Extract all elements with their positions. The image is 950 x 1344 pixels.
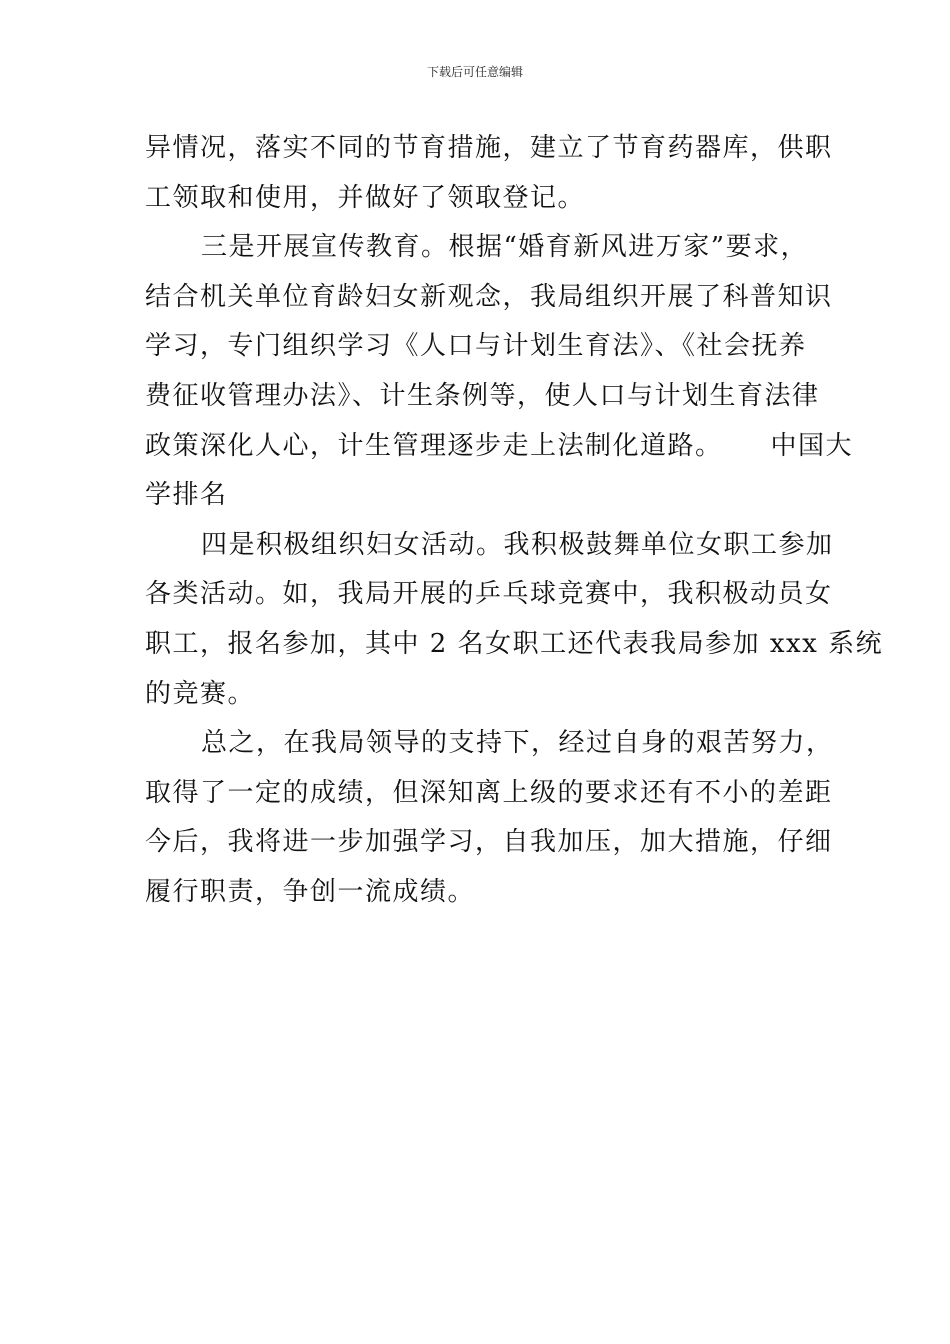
body-line: 学排名: [145, 480, 228, 511]
body-line: 异情况，落实不同的节育措施，建立了节育药器库，供职: [145, 133, 833, 163]
body-line: 工领取和使用，并做好了领取登记。: [145, 182, 586, 213]
page-header: 下载后可任意编辑: [426, 65, 523, 79]
body-line: 学习，专门组织学习《人口与计划生育法》、《社会抚养: [145, 331, 807, 362]
body-line: 职工，报名参加，其中 2 名女职工还代表我局参加 xxx 系统: [145, 628, 884, 659]
paragraph-start-line: 四是积极组织妇女活动。我积极鼓舞单位女职工参加: [201, 529, 834, 560]
body-line: 费征收管理办法》、计生条例等，使人口与计划生育法律: [145, 380, 820, 411]
body-line: 今后，我将进一步加强学习，自我加压，加大措施，仔细: [145, 827, 833, 858]
document-body: [145, 124, 884, 918]
body-line: [145, 422, 854, 472]
body-line: 取得了一定的成绩，但深知离上级的要求还有不小的差距: [145, 777, 833, 808]
inserted-keyword: 中国大: [770, 430, 854, 461]
body-line: 各类活动。如，我局开展的乒乓球竞赛中，我积极动员女: [145, 579, 833, 610]
paragraph-start-line: 三是开展宣传教育。根据“婚育新风进万家”要求，: [201, 232, 809, 263]
body-line: 结合机关单位育龄妇女新观念，我局组织开展了科普知识: [145, 281, 833, 312]
paragraph-start-line: 总之，在我局领导的支持下，经过自身的艰苦努力，: [201, 728, 834, 759]
body-line: 履行职责，争创一流成绩。: [145, 876, 476, 907]
body-line-text: 政策深化人心，计生管理逐步走上法制化道路。: [145, 430, 723, 461]
body-line: 的竞赛。: [145, 678, 256, 709]
